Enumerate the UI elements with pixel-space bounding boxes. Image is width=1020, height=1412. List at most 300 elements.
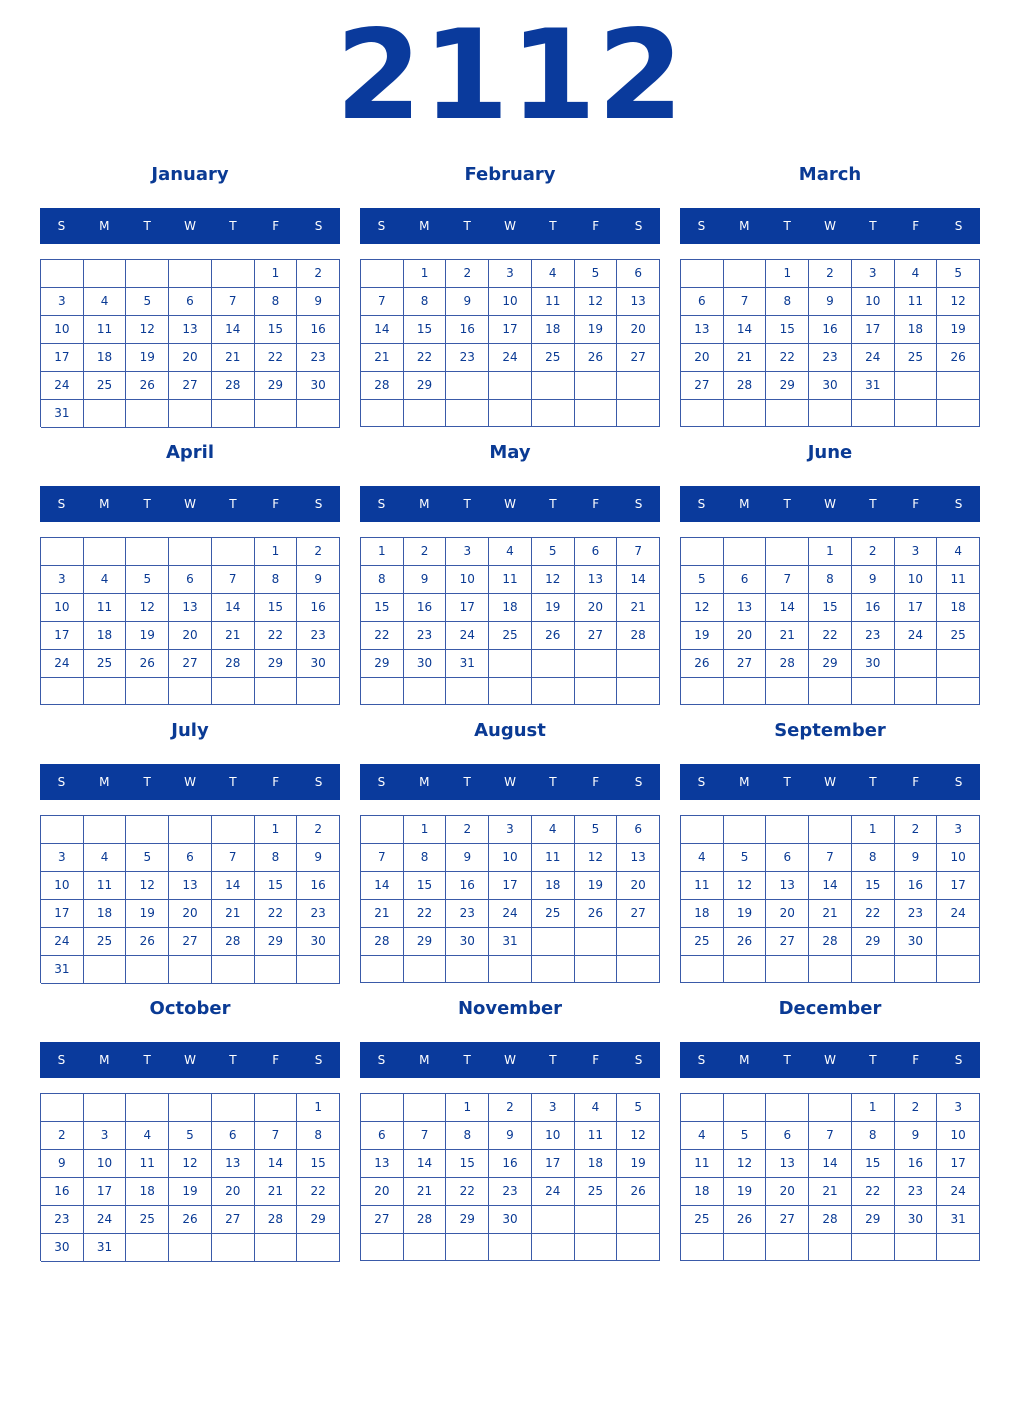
day-cell <box>84 678 127 705</box>
day-cell: 20 <box>766 1178 809 1206</box>
day-cell: 18 <box>84 900 127 928</box>
day-cell <box>895 956 938 983</box>
day-cell: 14 <box>212 872 255 900</box>
weekday-label: S <box>954 219 963 233</box>
day-cell: 12 <box>126 594 169 622</box>
day-cell: 3 <box>489 260 532 288</box>
day-cell: 24 <box>532 1178 575 1206</box>
weekday-label: S <box>57 219 66 233</box>
day-cell: 19 <box>126 900 169 928</box>
day-cell: 2 <box>895 1094 938 1122</box>
day-cell: 10 <box>489 844 532 872</box>
weekday-label: S <box>954 497 963 511</box>
day-cell: 6 <box>766 1122 809 1150</box>
day-cell <box>84 1094 127 1122</box>
day-cell: 29 <box>809 650 852 678</box>
weekday-header <box>40 208 340 244</box>
weekday-label: S <box>954 775 963 789</box>
day-cell: 24 <box>84 1206 127 1234</box>
day-cell <box>169 260 212 288</box>
weekday-label: T <box>783 497 791 511</box>
day-cell: 5 <box>126 844 169 872</box>
day-cell: 21 <box>255 1178 298 1206</box>
day-cell: 5 <box>937 260 980 288</box>
day-cell <box>126 816 169 844</box>
day-cell: 26 <box>126 372 169 400</box>
weekday-label: F <box>592 1053 600 1067</box>
day-cell: 7 <box>255 1122 298 1150</box>
day-cell: 10 <box>41 594 84 622</box>
day-cell: 5 <box>169 1122 212 1150</box>
day-cell: 5 <box>681 566 724 594</box>
day-cell: 3 <box>852 260 895 288</box>
day-cell: 27 <box>169 928 212 956</box>
day-cell: 2 <box>297 260 340 288</box>
day-cell: 21 <box>361 900 404 928</box>
day-cell <box>126 400 169 428</box>
day-cell: 11 <box>84 872 127 900</box>
day-cell: 21 <box>766 622 809 650</box>
day-cell: 24 <box>489 900 532 928</box>
day-cell <box>937 956 980 983</box>
weekday-label: W <box>184 775 196 789</box>
day-cell <box>297 678 340 705</box>
day-cell: 24 <box>41 928 84 956</box>
weekday-label: M <box>419 497 430 511</box>
month-june <box>680 436 980 706</box>
day-cell <box>809 816 852 844</box>
day-cell: 20 <box>724 622 767 650</box>
day-grid <box>360 815 660 983</box>
day-cell <box>852 400 895 427</box>
day-cell: 8 <box>404 288 447 316</box>
day-cell <box>489 650 532 678</box>
day-cell: 25 <box>532 344 575 372</box>
weekday-label: T <box>463 775 471 789</box>
day-cell: 13 <box>766 872 809 900</box>
day-cell: 24 <box>937 900 980 928</box>
day-grid <box>680 1093 980 1261</box>
weekday-header <box>360 1042 660 1078</box>
day-cell: 21 <box>809 900 852 928</box>
day-cell: 20 <box>169 344 212 372</box>
day-cell: 14 <box>255 1150 298 1178</box>
day-cell: 6 <box>575 538 618 566</box>
day-cell: 13 <box>766 1150 809 1178</box>
day-cell: 20 <box>617 316 660 344</box>
day-cell: 13 <box>617 844 660 872</box>
weekday-label: S <box>377 1053 386 1067</box>
month-may <box>360 436 660 706</box>
day-cell <box>724 538 767 566</box>
day-cell: 29 <box>404 372 447 400</box>
day-cell <box>41 678 84 705</box>
day-cell: 16 <box>297 594 340 622</box>
day-cell: 18 <box>532 316 575 344</box>
weekday-label: M <box>419 775 430 789</box>
weekday-label: M <box>419 219 430 233</box>
weekday-label: S <box>314 1053 323 1067</box>
day-cell: 28 <box>809 928 852 956</box>
weekday-label: F <box>912 219 920 233</box>
day-cell: 25 <box>84 928 127 956</box>
day-grid <box>360 259 660 427</box>
day-cell: 15 <box>766 316 809 344</box>
day-cell: 26 <box>681 650 724 678</box>
day-cell: 10 <box>84 1150 127 1178</box>
day-cell: 30 <box>297 372 340 400</box>
day-cell: 17 <box>446 594 489 622</box>
day-cell: 1 <box>404 260 447 288</box>
day-cell: 17 <box>895 594 938 622</box>
day-cell <box>766 538 809 566</box>
day-cell <box>84 400 127 428</box>
day-cell: 12 <box>532 566 575 594</box>
year-title: 2112 <box>335 4 685 148</box>
day-cell: 11 <box>532 844 575 872</box>
month-march <box>680 158 980 428</box>
day-cell: 16 <box>297 872 340 900</box>
day-grid <box>40 815 340 983</box>
day-cell: 22 <box>766 344 809 372</box>
day-cell: 4 <box>575 1094 618 1122</box>
weekday-label: F <box>272 497 280 511</box>
weekday-label: F <box>912 1053 920 1067</box>
weekday-label: W <box>184 497 196 511</box>
day-cell: 12 <box>681 594 724 622</box>
day-cell <box>41 1094 84 1122</box>
day-grid <box>40 1093 340 1261</box>
day-cell <box>766 816 809 844</box>
weekday-label: M <box>99 775 110 789</box>
day-cell: 16 <box>297 316 340 344</box>
day-cell: 23 <box>809 344 852 372</box>
day-cell <box>532 1234 575 1261</box>
weekday-label: F <box>272 775 280 789</box>
day-cell: 27 <box>766 1206 809 1234</box>
day-cell <box>681 1094 724 1122</box>
day-cell: 9 <box>297 844 340 872</box>
month-february <box>360 158 660 428</box>
day-cell: 29 <box>361 650 404 678</box>
weekday-label: T <box>549 219 557 233</box>
day-cell: 29 <box>446 1206 489 1234</box>
day-cell: 4 <box>532 260 575 288</box>
day-cell: 5 <box>126 288 169 316</box>
day-cell: 16 <box>41 1178 84 1206</box>
day-cell <box>404 400 447 427</box>
weekday-label: S <box>634 497 643 511</box>
day-grid <box>40 537 340 705</box>
day-cell: 27 <box>575 622 618 650</box>
day-cell: 12 <box>937 288 980 316</box>
month-name: May <box>489 442 531 463</box>
month-july <box>40 714 340 984</box>
day-cell: 8 <box>297 1122 340 1150</box>
day-cell: 1 <box>255 260 298 288</box>
day-cell <box>617 1206 660 1234</box>
day-cell <box>532 400 575 427</box>
weekday-label: T <box>869 497 877 511</box>
day-cell: 9 <box>852 566 895 594</box>
day-cell <box>212 1234 255 1262</box>
day-cell <box>532 372 575 400</box>
day-cell <box>681 816 724 844</box>
day-cell: 23 <box>895 900 938 928</box>
day-cell: 2 <box>809 260 852 288</box>
day-cell: 11 <box>681 1150 724 1178</box>
day-cell <box>681 538 724 566</box>
weekday-label: T <box>783 1053 791 1067</box>
day-cell <box>361 1094 404 1122</box>
day-cell <box>361 678 404 705</box>
day-cell: 27 <box>617 900 660 928</box>
day-cell: 25 <box>895 344 938 372</box>
day-cell: 11 <box>681 872 724 900</box>
day-cell: 30 <box>895 1206 938 1234</box>
day-cell <box>84 260 127 288</box>
weekday-label: T <box>783 219 791 233</box>
day-cell: 31 <box>937 1206 980 1234</box>
day-cell: 30 <box>895 928 938 956</box>
weekday-label: F <box>912 775 920 789</box>
day-cell <box>532 956 575 983</box>
day-cell: 21 <box>212 900 255 928</box>
day-cell: 29 <box>404 928 447 956</box>
day-cell: 25 <box>575 1178 618 1206</box>
weekday-header <box>40 1042 340 1078</box>
day-cell: 11 <box>84 594 127 622</box>
day-cell: 18 <box>681 900 724 928</box>
day-cell: 6 <box>681 288 724 316</box>
day-cell <box>852 1234 895 1261</box>
day-cell: 25 <box>84 650 127 678</box>
day-cell: 4 <box>532 816 575 844</box>
month-september <box>680 714 980 984</box>
day-cell: 28 <box>255 1206 298 1234</box>
day-cell: 30 <box>446 928 489 956</box>
day-cell <box>617 956 660 983</box>
day-cell: 8 <box>255 844 298 872</box>
weekday-label: T <box>229 775 237 789</box>
weekday-label: M <box>739 1053 750 1067</box>
day-cell <box>404 1234 447 1261</box>
day-cell: 10 <box>895 566 938 594</box>
day-cell: 10 <box>937 844 980 872</box>
day-cell <box>895 650 938 678</box>
day-cell <box>255 678 298 705</box>
weekday-label: S <box>57 1053 66 1067</box>
day-cell: 9 <box>446 844 489 872</box>
day-cell <box>532 1206 575 1234</box>
day-cell: 8 <box>852 1122 895 1150</box>
weekday-label: M <box>739 497 750 511</box>
day-cell: 21 <box>212 344 255 372</box>
month-name: February <box>464 164 556 185</box>
day-cell: 27 <box>212 1206 255 1234</box>
month-name: October <box>149 998 231 1019</box>
day-cell: 25 <box>532 900 575 928</box>
day-cell: 31 <box>852 372 895 400</box>
day-cell: 25 <box>937 622 980 650</box>
day-cell: 17 <box>41 622 84 650</box>
weekday-label: T <box>229 1053 237 1067</box>
day-cell <box>255 1234 298 1262</box>
day-cell <box>41 816 84 844</box>
day-cell: 15 <box>297 1150 340 1178</box>
month-november <box>360 992 660 1262</box>
day-cell: 15 <box>852 872 895 900</box>
day-cell: 20 <box>617 872 660 900</box>
day-cell: 9 <box>297 288 340 316</box>
day-cell: 13 <box>681 316 724 344</box>
day-cell: 29 <box>852 928 895 956</box>
weekday-label: T <box>463 1053 471 1067</box>
day-cell <box>895 372 938 400</box>
day-cell: 17 <box>489 872 532 900</box>
day-cell: 3 <box>41 566 84 594</box>
day-cell: 3 <box>446 538 489 566</box>
day-cell: 15 <box>361 594 404 622</box>
day-cell: 30 <box>41 1234 84 1262</box>
day-cell: 16 <box>809 316 852 344</box>
weekday-label: W <box>824 497 836 511</box>
day-cell <box>489 1234 532 1261</box>
day-cell: 24 <box>446 622 489 650</box>
day-cell: 1 <box>766 260 809 288</box>
day-cell <box>84 538 127 566</box>
day-cell: 13 <box>212 1150 255 1178</box>
day-cell: 20 <box>169 900 212 928</box>
day-cell <box>724 400 767 427</box>
day-cell: 31 <box>446 650 489 678</box>
day-cell: 19 <box>169 1178 212 1206</box>
weekday-label: T <box>869 775 877 789</box>
day-cell: 14 <box>724 316 767 344</box>
day-cell <box>575 1234 618 1261</box>
day-cell: 19 <box>937 316 980 344</box>
day-cell: 15 <box>809 594 852 622</box>
day-cell <box>617 1234 660 1261</box>
weekday-label: W <box>504 1053 516 1067</box>
day-cell: 27 <box>681 372 724 400</box>
day-cell: 26 <box>532 622 575 650</box>
day-cell: 27 <box>169 650 212 678</box>
day-cell: 5 <box>617 1094 660 1122</box>
weekday-label: T <box>143 775 151 789</box>
day-cell <box>575 400 618 427</box>
day-cell <box>446 678 489 705</box>
weekday-label: W <box>824 775 836 789</box>
day-cell <box>126 678 169 705</box>
day-cell <box>84 956 127 984</box>
day-cell <box>852 678 895 705</box>
day-cell: 8 <box>766 288 809 316</box>
day-cell: 11 <box>84 316 127 344</box>
day-cell: 3 <box>489 816 532 844</box>
day-cell: 23 <box>297 900 340 928</box>
weekday-header <box>360 208 660 244</box>
weekday-label: F <box>272 1053 280 1067</box>
day-cell <box>809 400 852 427</box>
day-cell: 12 <box>126 872 169 900</box>
day-cell: 5 <box>724 844 767 872</box>
day-cell: 22 <box>404 900 447 928</box>
day-cell <box>169 1234 212 1262</box>
day-cell: 25 <box>681 1206 724 1234</box>
day-cell: 24 <box>895 622 938 650</box>
day-cell: 18 <box>681 1178 724 1206</box>
weekday-label: T <box>143 219 151 233</box>
day-cell <box>212 538 255 566</box>
day-cell: 1 <box>852 1094 895 1122</box>
day-cell: 19 <box>617 1150 660 1178</box>
day-cell: 18 <box>895 316 938 344</box>
day-cell: 23 <box>297 344 340 372</box>
day-cell: 9 <box>404 566 447 594</box>
day-cell: 17 <box>41 344 84 372</box>
day-cell <box>681 400 724 427</box>
day-cell: 23 <box>446 900 489 928</box>
day-cell <box>575 372 618 400</box>
day-cell: 28 <box>212 372 255 400</box>
weekday-label: S <box>697 775 706 789</box>
day-cell <box>937 1234 980 1261</box>
day-cell: 28 <box>212 650 255 678</box>
weekday-label: W <box>824 219 836 233</box>
day-cell: 17 <box>937 872 980 900</box>
day-cell <box>255 400 298 428</box>
month-name: December <box>778 998 882 1019</box>
day-cell: 26 <box>575 900 618 928</box>
weekday-header <box>360 764 660 800</box>
day-cell: 8 <box>361 566 404 594</box>
day-cell: 14 <box>361 872 404 900</box>
day-cell: 26 <box>724 1206 767 1234</box>
weekday-label: S <box>954 1053 963 1067</box>
day-cell: 11 <box>126 1150 169 1178</box>
day-cell: 18 <box>84 622 127 650</box>
weekday-label: S <box>314 497 323 511</box>
day-cell: 30 <box>489 1206 532 1234</box>
day-cell <box>489 400 532 427</box>
day-cell: 17 <box>41 900 84 928</box>
day-cell: 28 <box>404 1206 447 1234</box>
day-cell: 21 <box>361 344 404 372</box>
day-cell: 17 <box>532 1150 575 1178</box>
day-cell <box>169 400 212 428</box>
day-cell: 24 <box>41 650 84 678</box>
day-cell <box>895 678 938 705</box>
day-cell: 29 <box>766 372 809 400</box>
day-cell: 2 <box>895 816 938 844</box>
day-cell: 11 <box>489 566 532 594</box>
day-cell: 28 <box>361 928 404 956</box>
day-cell: 1 <box>446 1094 489 1122</box>
day-cell: 22 <box>297 1178 340 1206</box>
day-cell <box>532 678 575 705</box>
day-cell: 23 <box>297 622 340 650</box>
day-cell: 1 <box>255 816 298 844</box>
month-december <box>680 992 980 1262</box>
month-name: September <box>774 720 886 741</box>
day-cell: 3 <box>937 1094 980 1122</box>
weekday-label: T <box>143 1053 151 1067</box>
day-cell: 27 <box>617 344 660 372</box>
weekday-label: S <box>634 775 643 789</box>
day-cell <box>169 956 212 984</box>
day-cell: 7 <box>724 288 767 316</box>
